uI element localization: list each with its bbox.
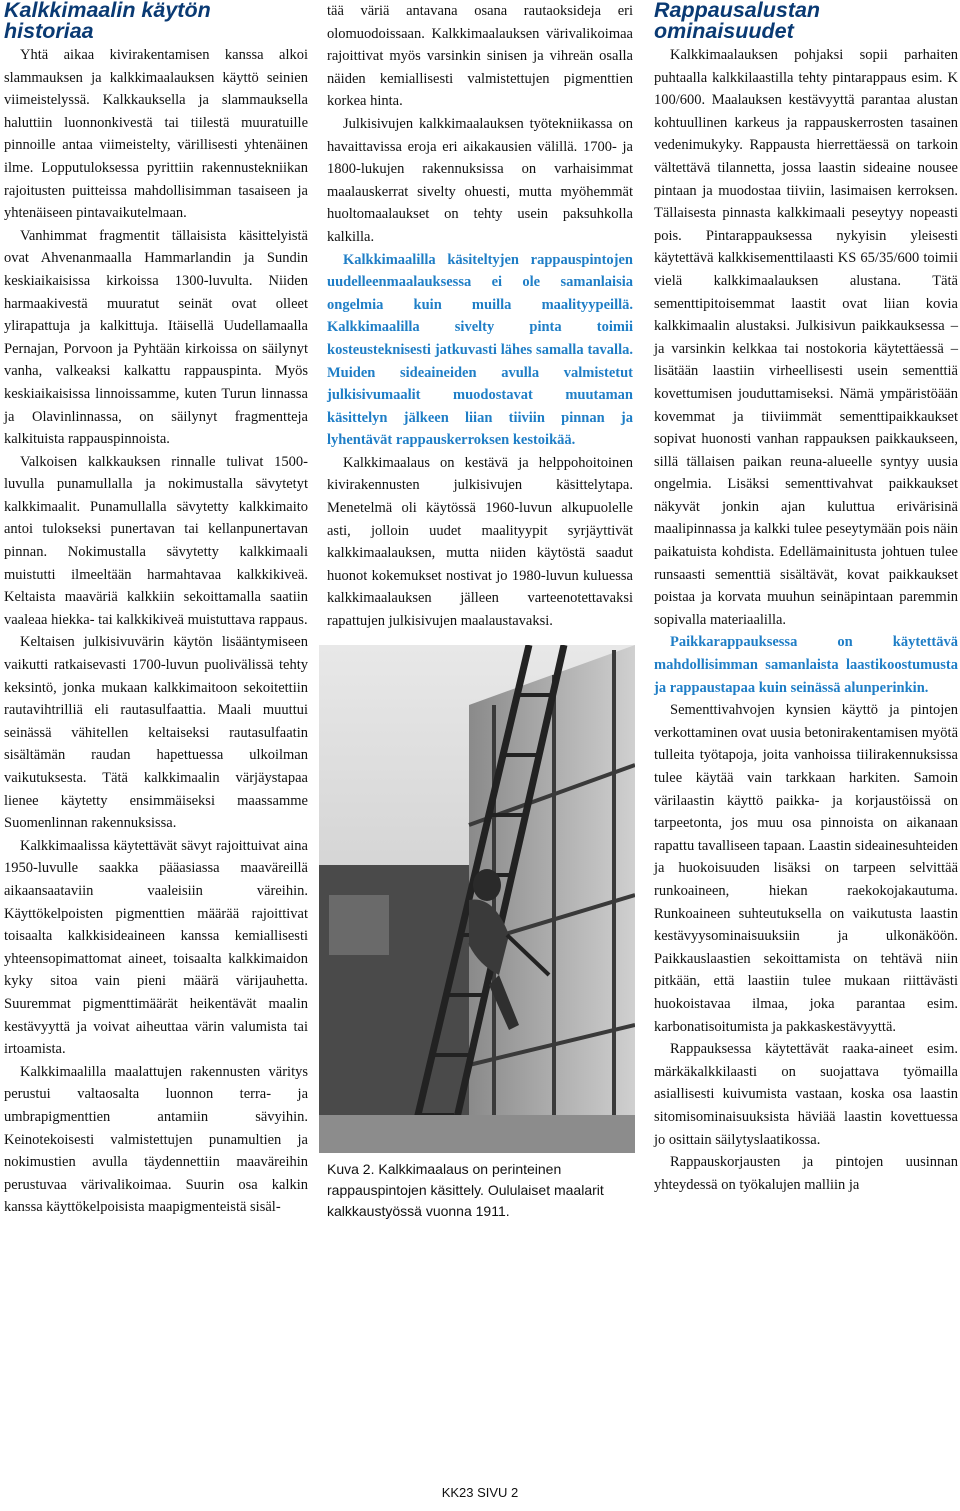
highlight-paragraph: Paikkarappauksessa on käytettävä mahdollisimman samanlaista laastikoostumusta ja rappaustapaa kuin seinässä alunperinkin. [654, 634, 958, 696]
heading-line: Rappausalustan [654, 0, 821, 22]
paragraph: Kalkkimaalaus on kestävä ja helppohoitoinen kivirakennusten julkisivujen käsittelytapa. Menetelmä oli käytössä 1960-luvun alkupuolelle asti, jolloin uudet maalityypit syrjäyttivät kalkkimaalauksen, mutta niiden käytöstä saadut huonot kokemukset nostivat jo 1980-luvun kuluessa kalkkimaalauksen jälleen varteenotettavaksi rapattujen julkisivujen maalaustavaksi. [327, 454, 633, 630]
column-middle [327, 0, 633, 1222]
column-right [654, 0, 958, 1196]
heading-line: historiaa [4, 19, 94, 43]
photo-caption: Kuva 2. Kalkkimaalaus on perinteinen rappauspintojen käsittely. Oululaiset maalarit kalkkaustyössä vuonna 1911. [327, 1160, 604, 1219]
column-left [4, 0, 308, 1219]
heading-line: Kalkkimaalin käytön [4, 0, 211, 22]
paragraph: Kalkkimaalauksen pohjaksi sopii parhaiten puhtaalla kalkkilaastilla tehty pintarappaus esim. K 100/600. Maalauksen kestävyyttä parantaa alustan kohtuullinen karkeus ja rappauskerrosten tasainen vedenimukyky. Rappausta hierrettäessä on tarkoin vältettävä tilannetta, jossa laastin sideaine nousee pintaan ja muodostaa tiiviin, lasimaisen kerroksen. Tällaisesta pinnasta kalkkimaali peseytyy nopeasti pois. Pintarappauksessa nykyisin yleisesti käytettävä kalkkisementtilaasti KS 65/35/600 toimii vielä kalkkimaalauksen alustana. Tätä sementtipitoisemmat laastit ovat liian kovia kalkkimaalin alustaksi. Julkisivun paikkauksessa – ja varsinkin kelkkaa tai nostokoria käytettäessä – lisätään laastiin virheellisesti usein sementtiä kovettumisen jouduttamiseksi. Nämä ympäristöään kovemmat ja tiiviimmät sementtipaikkaukset sopivat huonosti vanhan rappauksen paikkaukseen, sillä tällaisen paikan reuna-alueelle syntyy uusia ongelmia. Lisäksi sementtivahvat paikkaukset näkyvät jonkin ajan kuluttua erivärisinä maalipinnassa ja kalkki tulee peseytymään pois näin paikatuista kohdista. Edellämainitusta johtuen tulee runsaasti sementtiä sisältävät, kovat paikkaukset poistaa ja korvata muuhun seinäpintaan paremmin sopivalla materiaalilla. [654, 47, 958, 628]
paragraph: Kalkkimaalilla maalattujen rakennusten väritys perustui valtaosalta luonnon terra- ja umbrapigmenttien antamiin sävyihin. Keinotekoisesti valmistettujen punamultien ja nokimustien avulla täydennettiin maaväreihin perustuvaa värivalikoimaa. Suurin osa kalkin kanssa käyttökelpoisista maapigmenteistä sisäl- [4, 1063, 308, 1216]
heading-line: ominaisuudet [654, 19, 794, 43]
paragraph: Sementtivahvojen kynsien käyttö ja pintojen verkottaminen ovat uusia betonirakentamisen myötä tulleita työtapoja, joita vanhoissa tiilirakennuksissa tulee käytää vain tarkkaan harkiten. Samoin värilaastin käyttö paikka- ja korjaustöissä on tarpeetonta, jos muu osa pinnoista on aikanaan rapattu tavalliseen tapaan. Laastin sideainesuhteiden ja huokoisuuden lisäksi on tarpeen selvittää runkoaineen, hiekan raekokojakautuma. Runkoaineen suhteutuksella on vaikutusta laastin kestävyysominaisuuksiin ja ulkonäköön. Paikkauslaastien sekoittamista on tehtävä niin pitkään, että laastiin tulee mukaan riittävästi huokoistavaa ilmaa, joka parantaa esim. karbonatisoitumista ja pakkaskestävyyttä. [654, 702, 958, 1035]
paragraph: Rappauskorjausten ja pintojen uusinnan yhteydessä on työkalujen malliin ja [654, 1154, 958, 1193]
paragraph: tää väriä antavana osana rautaoksideja eri olomuodoissaan. Kalkkimaalauksen värivalikoimaa rajoittivat myös varsinkin sinisen ja vihreän osalla näiden kemiallisesti valmistettujen pigmenttien korkea hinta. [327, 3, 633, 110]
body-text [654, 44, 958, 1196]
paragraph: Kalkkimaalissa käytettävät sävyt rajoittuivat aina 1950-luvulle saakka pääasiassa maaväreillä aikaansaataviin vaaleisiin väreihin. Käyttökelpoisten pigmenttien määrää rajoittivat toisaalta kalkkisideaineen kanssa kemiallisesti yhteensopimattomat aineet, toisaalta kalkkimaidon kyky sitoa vain pieni määrä värijauhetta. Suuremmat pigmenttimäärät heikentävät maalin kestävyyttä ja voivat aiheuttaa värin valumista tai irtoamista. [4, 837, 308, 1058]
body-text [327, 0, 633, 633]
highlight-paragraph: Kalkkimaalilla käsiteltyjen rappauspintojen uudelleenmaalauksessa ei ole samanlaisia ongelmia kuin muilla maalityypeillä. Kalkkimaalilla sivelty pinta toimii kosteusteknisesti jatkuvasti lähes samalla tavalla. Muiden sideaineiden avulla valmistetut julkisivumaalit muodostavat muutaman käsittelyn jälkeen liian tiiviin pinnan ja lyhentävät rappauskerroksen kestoikää. [327, 251, 633, 449]
paragraph: Keltaisen julkisivuvärin käytön lisääntymiseen vaikutti ratkaisevasti 1700-luvun puolivälissä tehty keksintö, jonka mukaan kalkkimaitoon sekoitettiin rautavihtrilliä eli rautasulfaattia. Maali muuttui seinässä vähitellen keltaiseksi rautasulfaatin sisältämän raudan hapettuessa ulkoilman vaikutuksesta. Tätä kalkkimaalin värjäystapaa lienee käytetty ensimmäiseksi maassamme Suomenlinnan rakennuksissa. [4, 634, 308, 832]
page-footer: KK23 SIVU 2 [441, 1485, 519, 1500]
paragraph: Valkoisen kalkkauksen rinnalle tulivat 1500-luvulla punamullalla ja nokimustalla sävytetyt kalkkimaalit. Punamullalla sävytetty kalkkimaito antoi tulokseksi punertavan tai kellanpunertavan pinnan. Nokimustalla sävytetty kalkkimaali muistutti ilmeeltään harmahtavaa kalkkikiveä. Keltaista maaväriä kalkkiin sekoittamalla saatiin vaaleaa hiekka- tai kalkkikiveä muistuttava rappaus. [4, 453, 308, 628]
paragraph: Vanhimmat fragmentit tällaisista käsittelyistä ovat Ahvenanmaalla Hammarlandin ja Sundin keskiaikaisissa kirkoissa 1300-luvulta. Niiden harmaakivestä muuratut seinät ovat olleet ylirapattuja ja kalkittuja. Itäisellä Uudellamaalla Pernajan, Porvoon ja Pyhtään kirkoissa on säilynyt vanha, valkeaksi kalkattu rappauspinta. Myös keskiaikaisissa linnoissamme, kuten Turun linnassa ja Olavinlinnassa, on säilynyt fragmentteja kalkituista rappauspinnoista. [4, 227, 308, 448]
section-heading-substrate [654, 0, 958, 42]
section-heading-history [4, 0, 308, 42]
body-text [4, 44, 308, 1219]
historical-photo [319, 645, 635, 1153]
paragraph: Rappauksessa käytettävät raaka-aineet esim. märkäkalkkilaasti on suojattava työmailla asiallisesti kuivumista vastaan, koska osa laastin sitomisominaisuuksista häviää laastin kovettuessa jo osittain säilytyslaatikossa. [654, 1041, 958, 1148]
paragraph: Yhtä aikaa kivirakentamisen kanssa alkoi slammauksen ja kalkkimaalauksen käyttö seinien viimeistelyssä. Kalkkauksella ja slammauksella haluttiin luonnonkivestä tai tiilestä muuratuille pinnoille antaa viimeistelty, värillisesti yhtenäinen ilme. Lopputuloksessa pyrittiin rakennustekniikan rajoitusten puitteissa mahdollisimman tasaiseen ja yhtenäiseen pintavaikutelmaan. [4, 47, 308, 222]
paragraph: Julkisivujen kalkkimaalauksen työtekniikassa on havaittavissa eroja eri aikakausien välillä. 1700- ja 1800-lukujen rakennuksissa on varhaisimmat maalauskerrat sivelty ohuesti, mutta myöhemmät huoltomaalaukset on tehty usein paksuhkolla kalkilla. [327, 115, 633, 245]
